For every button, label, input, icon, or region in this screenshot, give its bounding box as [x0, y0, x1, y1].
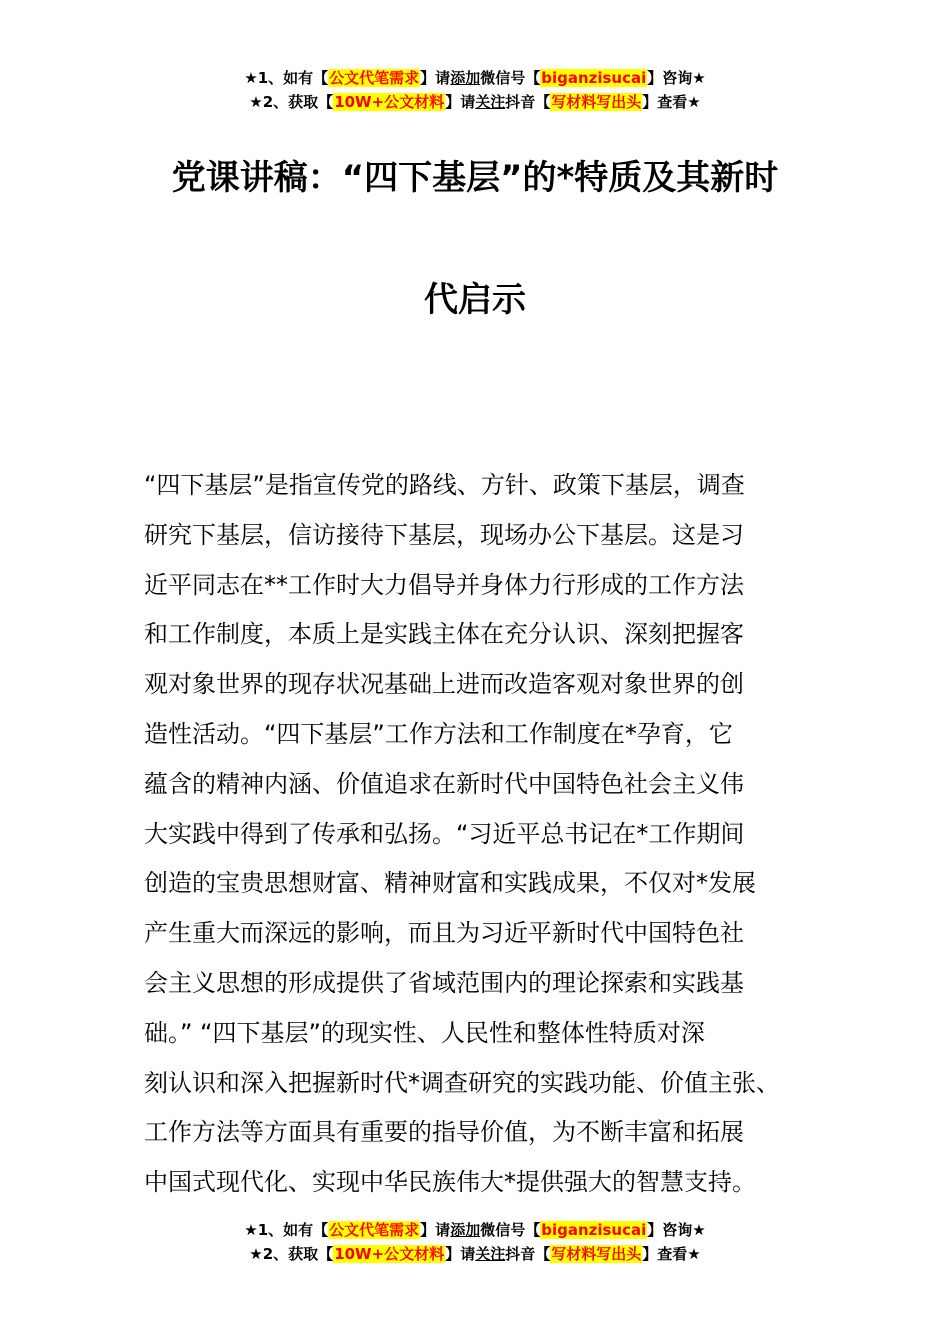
highlight-service: 公文代笔需求	[329, 69, 420, 87]
underlined-add: 添加	[450, 1221, 481, 1239]
body-line: “四下基层”是指宣传党的路线、方针、政策下基层，调查	[144, 471, 745, 499]
highlight-wechat-id: biganzisucai	[541, 1221, 647, 1239]
promo-banner-bottom	[0, 1218, 950, 1266]
body-line: 刻认识和深入把握新时代*调查研究的实践功能、价值主张、	[144, 1068, 780, 1097]
promo-line-2: ★2、获取【10W+公文材料】请关注抖音【写材料写出头】查看★	[249, 1245, 701, 1263]
highlight-wechat-id: biganzisucai	[541, 69, 647, 87]
promo-banner-top	[0, 66, 950, 114]
body-line: 观对象世界的现存状况基础上进而改造客观对象世界的创	[144, 670, 744, 699]
body-line: 产生重大而深远的影响，而且为习近平新时代中国特色社	[144, 919, 744, 948]
highlight-materials: 10W+公文材料	[334, 1245, 445, 1263]
underlined-follow: 关注	[475, 93, 506, 111]
document-title-line-2: 代启示	[424, 280, 526, 320]
highlight-douyin-account: 写材料写出头	[551, 93, 642, 111]
underlined-follow: 关注	[475, 1245, 506, 1263]
promo-line-2: ★2、获取【10W+公文材料】请关注抖音【写材料写出头】查看★	[249, 93, 701, 111]
body-line: 大实践中得到了传承和弘扬。“习近平总书记在*工作期间	[144, 819, 745, 848]
document-body-paragraph	[144, 461, 808, 1208]
body-line: 工作方法等方面具有重要的指导价值，为不断丰富和拓展	[144, 1118, 744, 1147]
promo-line-1: ★1、如有【公文代笔需求】请添加微信号【biganzisucai】咨询★	[244, 69, 706, 87]
body-line: 础。” “四下基层”的现实性、人民性和整体性特质对深	[144, 1018, 705, 1047]
underlined-add: 添加	[450, 69, 481, 87]
promo-line-1: ★1、如有【公文代笔需求】请添加微信号【biganzisucai】咨询★	[244, 1221, 706, 1239]
highlight-materials: 10W+公文材料	[334, 93, 445, 111]
document-title-line-1: 党课讲稿：“四下基层”的*特质及其新时	[171, 158, 779, 198]
body-line: 近平同志在**工作时大力倡导并身体力行形成的工作方法	[144, 570, 744, 599]
body-line: 研究下基层，信访接待下基层，现场办公下基层。这是习	[144, 520, 744, 549]
body-line: 会主义思想的形成提供了省域范围内的理论探索和实践基	[144, 968, 744, 997]
body-line: 和工作制度，本质上是实践主体在充分认识、深刻把握客	[144, 620, 744, 649]
highlight-douyin-account: 写材料写出头	[551, 1245, 642, 1263]
body-line: 蕴含的精神内涵、价值追求在新时代中国特色社会主义伟	[144, 769, 744, 798]
body-line: 造性活动。“四下基层”工作方法和工作制度在*孕育，它	[144, 719, 733, 748]
body-line: 创造的宝贵思想财富、精神财富和实践成果，不仅对*发展	[144, 869, 756, 898]
body-line: 中国式现代化、实现中华民族伟大*提供强大的智慧支持。	[144, 1168, 756, 1197]
highlight-service: 公文代笔需求	[329, 1221, 420, 1239]
